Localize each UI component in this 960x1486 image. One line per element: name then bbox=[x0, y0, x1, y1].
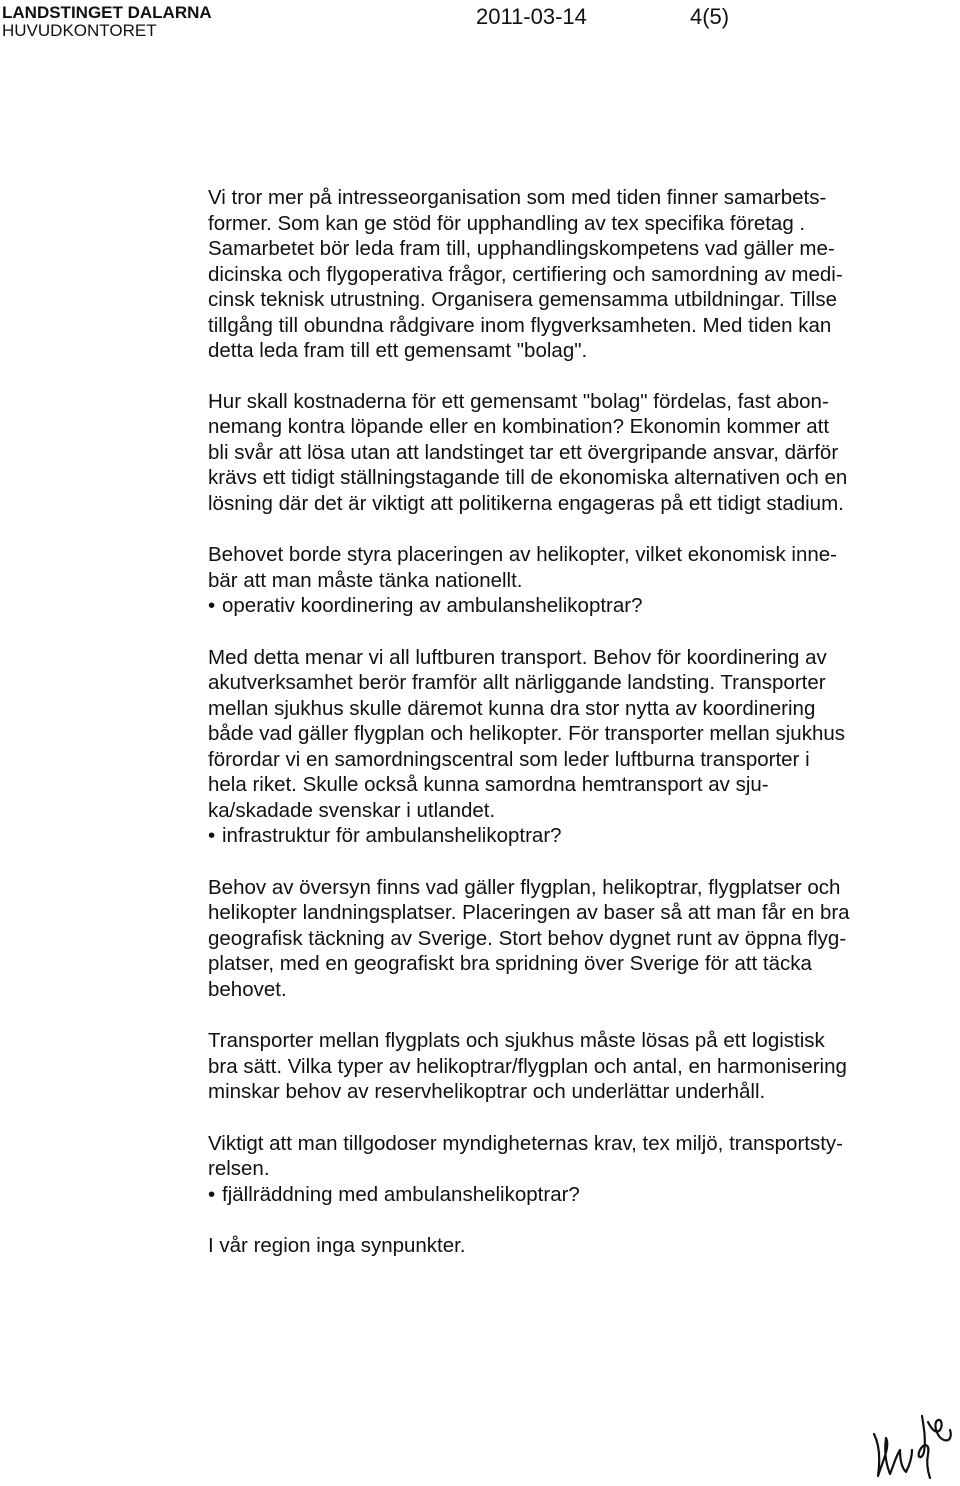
department-name: HUVUDKONTORET bbox=[2, 21, 157, 40]
bullet-text-2: infrastruktur för ambulanshelikoptrar? bbox=[222, 824, 562, 847]
bullet-item-2 bbox=[208, 823, 908, 849]
document-body bbox=[208, 185, 908, 1259]
bullet-item-1 bbox=[208, 593, 908, 619]
page-number: 4(5) bbox=[690, 4, 730, 29]
bullet-icon: • bbox=[208, 824, 216, 847]
bullet-icon: • bbox=[208, 1182, 216, 1206]
paragraph-5: Behov av översyn finns vad gäller flygplan, helikoptrar, flygplatser och helikopter landningsplatser. Placeringen av baser så att man får en bra geografisk täckning av Sverige. Stort behov dygnet runt av öppna flyg- platser, med en geografiskt bra spridning över Sverige för att täcka behovet. bbox=[208, 875, 850, 1001]
bullet-text-1: operativ koordinering av ambulanshelikoptrar? bbox=[222, 594, 643, 617]
paragraph-4: Med detta menar vi all luftburen transport. Behov för koordinering av akutverksamhet berör framför allt närliggande landsting. Transporter mellan sjukhus skulle däremot kunna dra stor nytta av koordinering både vad gäller flygplan och helikopter. För transporter mellan sjukhus förordar vi en samordningscentral som leder luftburna transporter i hela riket. Skulle också kunna samordna hemtransport av sju- ka/skadade svenskar i utlandet. bbox=[208, 645, 845, 822]
bullet-text-3: fjällräddning med ambulanshelikoptrar? bbox=[222, 1182, 580, 1206]
organization-name: LANDSTINGET DALARNA bbox=[2, 3, 212, 22]
signature-initials-icon bbox=[866, 1394, 958, 1484]
paragraph-3: Behovet borde styra placeringen av helikopter, vilket ekonomisk inne- bär att man måste tänka nationellt. bbox=[208, 543, 838, 592]
paragraph-6: Transporter mellan flygplats och sjukhus måste lösas på ett logistisk bra sätt. Vilka typer av helikoptrar/flygplan och antal, en harmonisering minskar behov av reservhelikoptrar och underlättar underhåll. bbox=[208, 1029, 847, 1103]
document-date: 2011-03-14 bbox=[476, 4, 587, 29]
paragraph-1: Vi tror mer på intresseorganisation som med tiden finner samarbets- former. Som kan ge stöd för upphandling av tex specifika företag . Samarbetet bör leda fram till, upphandlingskompetens vad gäller me- dicinska och flygoperativa frågor, certifiering och samordning av medi- cinsk teknisk utrustning. Organisera gemensamma utbildningar. Tillse tillgång till obundna rådgivare inom flygverksamheten. Med tiden kan detta leda fram till ett gemensamt "bolag". bbox=[208, 186, 843, 362]
paragraph-8: I vår region inga synpunkter. bbox=[208, 1234, 466, 1257]
page-header bbox=[2, 3, 952, 43]
paragraph-7: Viktigt att man tillgodoser myndigheternas krav, tex miljö, transportsty- relsen. bbox=[208, 1131, 843, 1180]
bullet-icon: • bbox=[208, 594, 216, 617]
bullet-item-3 bbox=[208, 1182, 908, 1208]
paragraph-2: Hur skall kostnaderna för ett gemensamt "bolag" fördelas, fast abon- nemang kontra löpande eller en kombination? Ekonomin kommer att bli svår att lösa utan att landstinget tar ett övergripande ansvar, därför krävs ett tidigt ställningstagande till de ekonomiska alternativen och en lösning där det är viktigt att politikerna engageras på ett tidigt stadium. bbox=[208, 389, 848, 515]
